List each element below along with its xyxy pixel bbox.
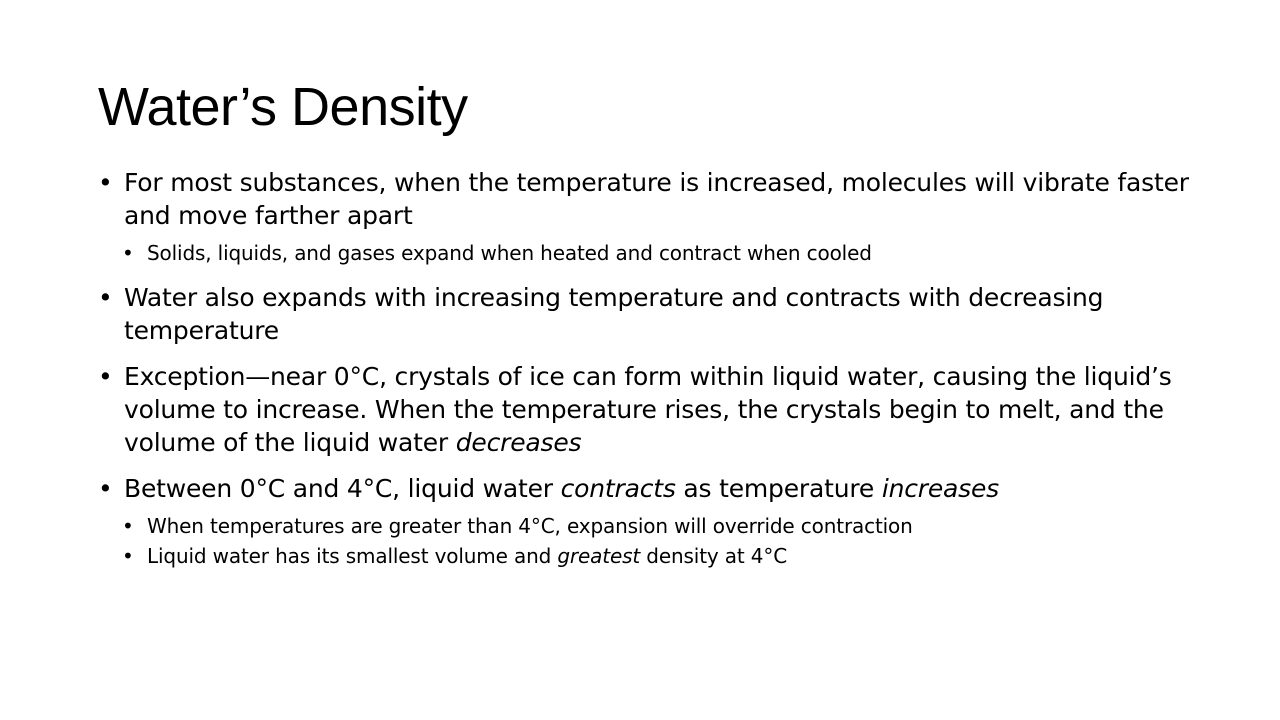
bullet-icon: • <box>98 283 113 312</box>
sub-bullet-text-emphasis: greatest <box>557 544 641 568</box>
bullet-text: Exception—near 0°C, crystals of ice can form within liquid water, causing the liquid’s volume to increase. When the temperature rises, the crystals begin to melt, and the volume of the liquid water <box>124 362 1172 457</box>
sub-bullet-list <box>98 238 1208 268</box>
sub-bullet-item <box>98 541 1208 571</box>
sub-bullet-item <box>98 238 1208 268</box>
bullet-icon: • <box>98 362 113 391</box>
bullet-text-emphasis: decreases <box>455 428 582 457</box>
bullet-item <box>98 166 1208 232</box>
bullet-text: as temperature <box>675 474 882 503</box>
sub-bullet-text: When temperatures are greater than 4°C, expansion will override contraction <box>147 514 913 538</box>
bullet-text-emphasis: increases <box>881 474 999 503</box>
slide-title: Water’s Density <box>98 77 468 137</box>
bullet-text: Water also expands with increasing temperature and contracts with decreasing temperature <box>124 283 1104 345</box>
bullet-item <box>98 281 1208 347</box>
sub-bullet-item <box>98 511 1208 541</box>
bullet-text: Between 0°C and 4°C, liquid water <box>124 474 561 503</box>
sub-bullet-icon: • <box>122 544 134 568</box>
bullet-icon: • <box>98 474 113 503</box>
sub-bullet-icon: • <box>122 241 134 265</box>
sub-bullet-list <box>98 511 1208 571</box>
sub-bullet-text: density at 4°C <box>640 544 788 568</box>
bullet-item <box>98 472 1208 505</box>
slide-body <box>98 166 1208 584</box>
sub-bullet-text: Solids, liquids, and gases expand when heated and contract when cooled <box>147 241 872 265</box>
bullet-text-emphasis: contracts <box>560 474 676 503</box>
sub-bullet-text: Liquid water has its smallest volume and <box>147 544 558 568</box>
bullet-item <box>98 360 1208 459</box>
bullet-icon: • <box>98 168 113 197</box>
sub-bullet-icon: • <box>122 514 134 538</box>
bullet-text: For most substances, when the temperature is increased, molecules will vibrate faster and move farther apart <box>124 168 1189 230</box>
